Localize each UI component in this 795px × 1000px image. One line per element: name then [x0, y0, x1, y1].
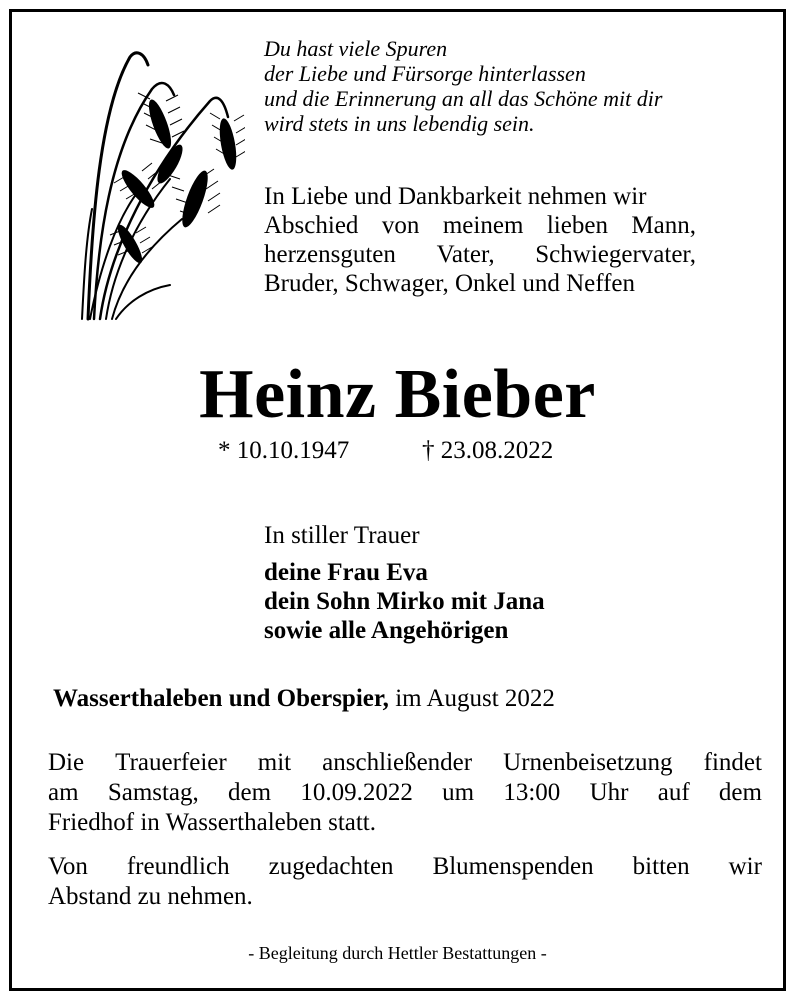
wheat-grass-icon: [70, 39, 245, 322]
flowers-word: Blumenspenden: [432, 853, 594, 880]
intro-word: lieben: [546, 212, 608, 239]
funeral-word: auf: [657, 779, 690, 806]
poem-line: der Liebe und Fürsorge hinterlassen: [264, 61, 586, 86]
mourner: deine Frau Eva: [264, 559, 428, 586]
place-date: im August 2022: [388, 685, 555, 712]
place-location: Wasserthaleben und Oberspier,: [53, 685, 389, 712]
funeral-word: Die: [48, 749, 85, 776]
intro-text: [264, 182, 696, 298]
birth-date: * 10.10.1947: [218, 437, 350, 464]
flowers-note: [48, 852, 762, 912]
mourner: dein Sohn Mirko mit Jana: [264, 588, 545, 615]
intro-word: meinem: [442, 212, 524, 239]
flowers-word: Von: [48, 853, 88, 880]
funeral-word: 13:00: [503, 779, 561, 806]
funeral-word: um: [442, 779, 475, 806]
intro-word: Abschied: [264, 212, 359, 239]
funeral-word: Uhr: [589, 779, 629, 806]
funeral-word: Samstag,: [107, 779, 199, 806]
funeral-line: Friedhof in Wasserthaleben statt.: [48, 809, 377, 836]
funeral-word: dem: [718, 779, 762, 806]
funeral-word: findet: [703, 749, 762, 776]
intro-line: [264, 211, 696, 240]
deceased-name: Heinz Bieber: [199, 356, 596, 433]
place-and-date: [53, 684, 555, 714]
intro-word: herzensguten: [264, 241, 396, 268]
intro-word: Mann,: [631, 212, 696, 239]
flowers-word: bitten: [632, 853, 690, 880]
funeral-word: am: [48, 779, 79, 806]
obituary-notice: [9, 9, 786, 991]
mourning-heading: In stiller Trauer: [264, 522, 420, 549]
mourner: sowie alle Angehörigen: [264, 617, 509, 644]
intro-line: [264, 240, 696, 269]
flowers-word: zugedachten: [268, 853, 394, 880]
death-date: † 23.08.2022: [422, 437, 554, 464]
funeral-word: Trauerfeier: [115, 749, 227, 776]
intro-line: Bruder, Schwager, Onkel und Neffen: [264, 270, 636, 297]
funeral-word: mit: [257, 749, 292, 776]
funeral-word: dem: [228, 779, 272, 806]
intro-line: In Liebe und Dankbarkeit nehmen wir: [264, 183, 647, 210]
poem-line: und die Erinnerung an all das Schöne mit dir: [264, 86, 663, 111]
poem-line: wird stets in uns lebendig sein.: [264, 111, 535, 136]
funeral-info: [48, 748, 762, 838]
flowers-line: [48, 852, 762, 882]
intro-word: Vater,: [436, 241, 495, 268]
footer-credit: - Begleitung durch Hettler Bestattungen -: [248, 943, 547, 963]
poem-line: Du hast viele Spuren: [264, 36, 448, 61]
flowers-word: freundlich: [126, 853, 230, 880]
funeral-word: anschließender: [322, 749, 473, 776]
mourners-list: [264, 558, 545, 645]
poem: [264, 36, 764, 136]
intro-word: von: [381, 212, 420, 239]
funeral-word: Urnenbeisetzung: [503, 749, 673, 776]
flowers-word: wir: [728, 853, 762, 880]
flowers-line: Abstand zu nehmen.: [48, 883, 253, 910]
funeral-word: 10.09.2022: [300, 779, 413, 806]
intro-word: Schwiegervater,: [535, 241, 696, 268]
funeral-line: [48, 748, 762, 778]
funeral-line: [48, 778, 762, 808]
